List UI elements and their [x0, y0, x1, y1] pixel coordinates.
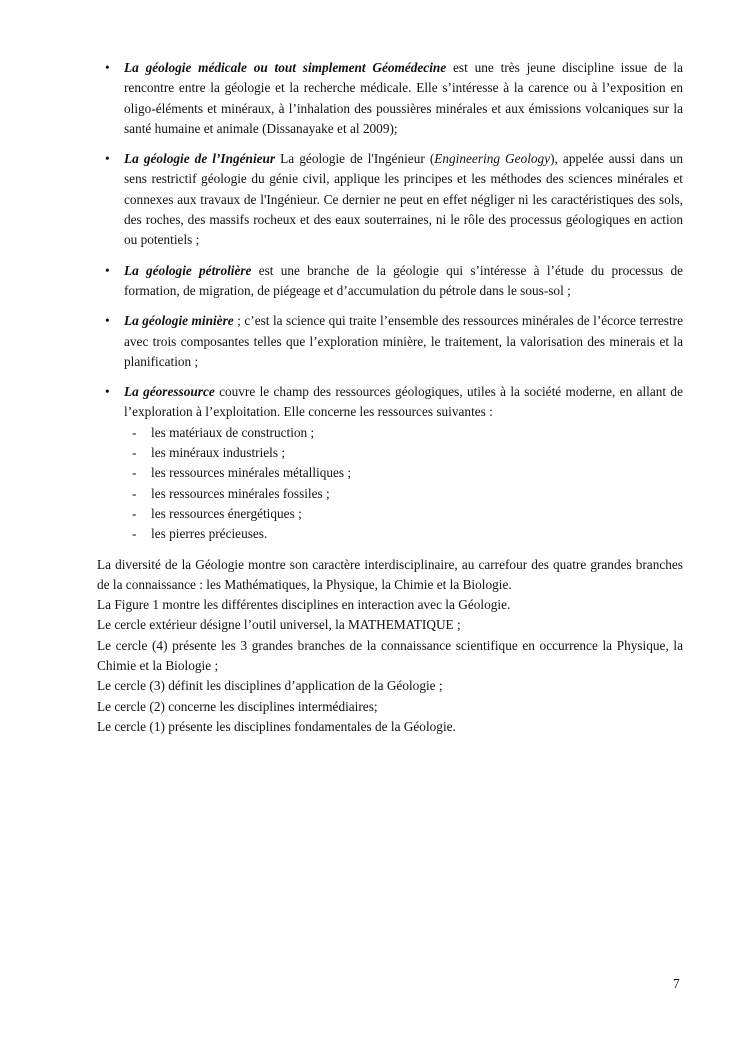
list-item-geologie-miniere: [97, 311, 683, 372]
term-description: couvre le champ des ressources géologiques, utiles à la société moderne, en allant de l’exploration à l’exploitation. Elle concerne les ressources suivantes :: [124, 384, 683, 420]
list-item-georessource: [97, 382, 683, 544]
term-description: est une branche de la géologie qui s’intéresse à l’étude du processus de formation, de migration, de piégeage et d’accumulation du pétrole dans le sous-sol ;: [124, 262, 683, 298]
sublist-item: - les minéraux industriels ;: [124, 443, 683, 463]
sublist-item: - les matériaux de construction ;: [124, 423, 683, 443]
sublist-item: - les ressources énergétiques ;: [124, 504, 683, 524]
page-number: 7: [673, 976, 680, 991]
term-title: La géologie pétrolière: [124, 262, 252, 278]
paragraph: Le cercle (3) définit les disciplines d’application de la Géologie ;: [97, 678, 443, 694]
term-title: La géologie médicale ou tout simplement Géomédecine: [124, 60, 447, 75]
term-title: La géoressource: [124, 384, 215, 400]
term-title: La géologie de l’Ingénieur: [124, 151, 276, 167]
resource-sublist: [124, 423, 683, 545]
term-description: est une très jeune discipline issue de la rencontre entre la géologie et la recherche médicale. Elle s’intéresse à la carence ou à l’exposition en oligo-éléments et minéraux, à l’inhalation des poussières minérales et aux émissions volcaniques sur la santé humaine et animale (Dissanayake et al 2009);: [124, 60, 684, 136]
paragraph: La Figure 1 montre les différentes disciplines en interaction avec la Géologie.: [97, 597, 511, 613]
term-title: La géologie minière: [124, 313, 234, 329]
paragraph: Le cercle (1) présente les disciplines fondamentales de la Géologie.: [97, 718, 456, 734]
paragraph: Le cercle extérieur désigne l’outil universel, la MATHEMATIQUE ;: [97, 617, 461, 633]
discipline-list: [97, 58, 683, 545]
term-english-name: Engineering Geology: [434, 151, 551, 167]
list-item-geologie-petroliere: [97, 261, 683, 302]
term-description: ; c’est la science qui traite l’ensemble des ressources minérales de l’écorce terrestre avec trois composantes telles que l’exploration minière, le traitement, la valorisation des minerais et la planification ;: [124, 313, 684, 369]
page-content: [97, 58, 683, 737]
term-description-cont: ), appelée aussi dans un sens restrictif géologie du génie civil, applique les principes et les méthodes des sciences minérales et connexes aux travaux de l'Ingénieur. Ce dernier ne peut en effet négliger ni les caractéristiques des sols, des roches, des massifs rocheux et des eaux souterraines, ni le rôle des processus géologiques en action ou potentiels ;: [124, 151, 683, 248]
paragraph: Le cercle (4) présente les 3 grandes branches de la connaissance scientifique en occurrence la Physique, la Chimie et la Biologie ;: [97, 637, 683, 674]
term-description: La géologie de l'Ingénieur (: [275, 151, 435, 167]
list-item-geologie-medicale: [97, 58, 683, 139]
paragraph: Le cercle (2) concerne les disciplines intermédiaires;: [97, 698, 378, 714]
sublist-item: - les ressources minérales métalliques ;: [124, 463, 683, 483]
paragraph: La diversité de la Géologie montre son caractère interdisciplinaire, au carrefour des quatre grandes branches de la connaissance : les Mathématiques, la Physique, la Chimie et la Biologie.: [97, 556, 683, 592]
sublist-item: - les pierres précieuses.: [124, 524, 683, 544]
body-paragraphs: [97, 555, 683, 738]
list-item-geologie-ingenieur: [97, 149, 683, 250]
sublist-item: - les ressources minérales fossiles ;: [124, 484, 683, 504]
